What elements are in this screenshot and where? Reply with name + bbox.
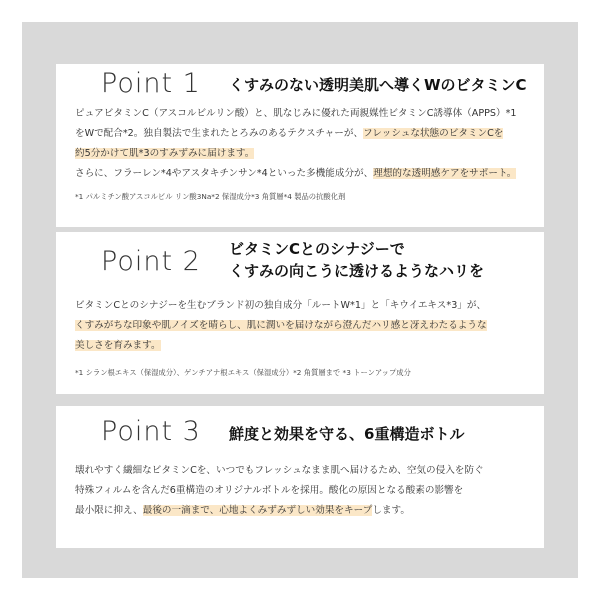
point-title bbox=[229, 74, 527, 96]
point-body bbox=[75, 104, 535, 184]
body-line bbox=[75, 296, 535, 316]
body-line bbox=[75, 461, 535, 481]
body-line bbox=[75, 124, 535, 144]
body-text: さらに、フラーレン*4やアスタキチンサン*4といった多機能成分が、 bbox=[75, 168, 374, 179]
body-text: ビタミンCとのシナジーを生むブランド初の独自成分「ルートW*1」と「キウイエキス*3」が、 bbox=[75, 300, 487, 311]
body-text: 特殊フィルムを含んだ6重構造のオリジナルボトルを採用。酸化の原因となる酸素の影響を bbox=[75, 485, 464, 496]
footnote: *1 パルミチン酸アスコルビル リン酸3Na*2 保湿成分*3 角質層*4 製品の抗酸化剤 bbox=[75, 192, 346, 201]
body-text: します。 bbox=[372, 505, 410, 516]
highlight-text: フレッシュな状態のビタミンCを bbox=[363, 128, 504, 139]
highlight-text: 理想的な透明感ケアをサポート。 bbox=[373, 168, 517, 179]
highlight-text: 約5分かけて肌*3のすみずみに届けます。 bbox=[75, 148, 255, 159]
body-text: 最小限に抑え、 bbox=[75, 505, 143, 516]
body-text: をWで配合*2。独自製法で生まれたとろみのあるテクスチャーが、 bbox=[75, 128, 364, 139]
point-label: Point 2 bbox=[101, 246, 201, 277]
point-label: Point 3 bbox=[101, 416, 201, 447]
footnote: *1 シラン根エキス（保湿成分）、ゲンチアナ根エキス（保湿成分）*2 角質層まで *3 トーンアップ成分 bbox=[75, 368, 411, 377]
point-card-1 bbox=[56, 64, 544, 227]
point-title bbox=[229, 238, 484, 282]
point-body bbox=[75, 461, 535, 521]
body-line bbox=[75, 501, 535, 521]
body-line bbox=[75, 336, 535, 356]
point-card-2 bbox=[56, 232, 544, 394]
point-title bbox=[229, 423, 464, 445]
highlight-text: 美しさを育みます。 bbox=[75, 340, 161, 351]
point-card-3 bbox=[56, 406, 544, 548]
point-label: Point 1 bbox=[101, 68, 201, 99]
body-line bbox=[75, 144, 535, 164]
point-title-line: ビタミンCとのシナジーで bbox=[229, 240, 405, 258]
body-line bbox=[75, 104, 535, 124]
body-text: 壊れやすく繊細なビタミンCを、いつでもフレッシュなまま肌へ届けるため、空気の侵入を防ぐ bbox=[75, 465, 484, 476]
body-line bbox=[75, 164, 535, 184]
body-line bbox=[75, 316, 535, 336]
body-line bbox=[75, 481, 535, 501]
highlight-text: くすみがちな印象や肌ノイズを晴らし、肌に潤いを届けながら澄んだハリ感と冴えわたるような bbox=[75, 320, 487, 331]
body-text: ピュアビタミンC（アスコルビルリン酸）と、肌なじみに優れた両親媒性ビタミンC誘導体（APPS）*1 bbox=[75, 108, 517, 119]
point-title-line: くすみの向こうに透けるようなハリを bbox=[229, 262, 485, 280]
highlight-text: 最後の一滴まで、心地よくみずみずしい効果をキープ bbox=[142, 505, 373, 516]
point-title-line: 鮮度と効果を守る、6重構造ボトル bbox=[229, 425, 465, 443]
point-body bbox=[75, 296, 535, 356]
point-title-line: くすみのない透明美肌へ導くWのビタミンC bbox=[229, 76, 527, 94]
